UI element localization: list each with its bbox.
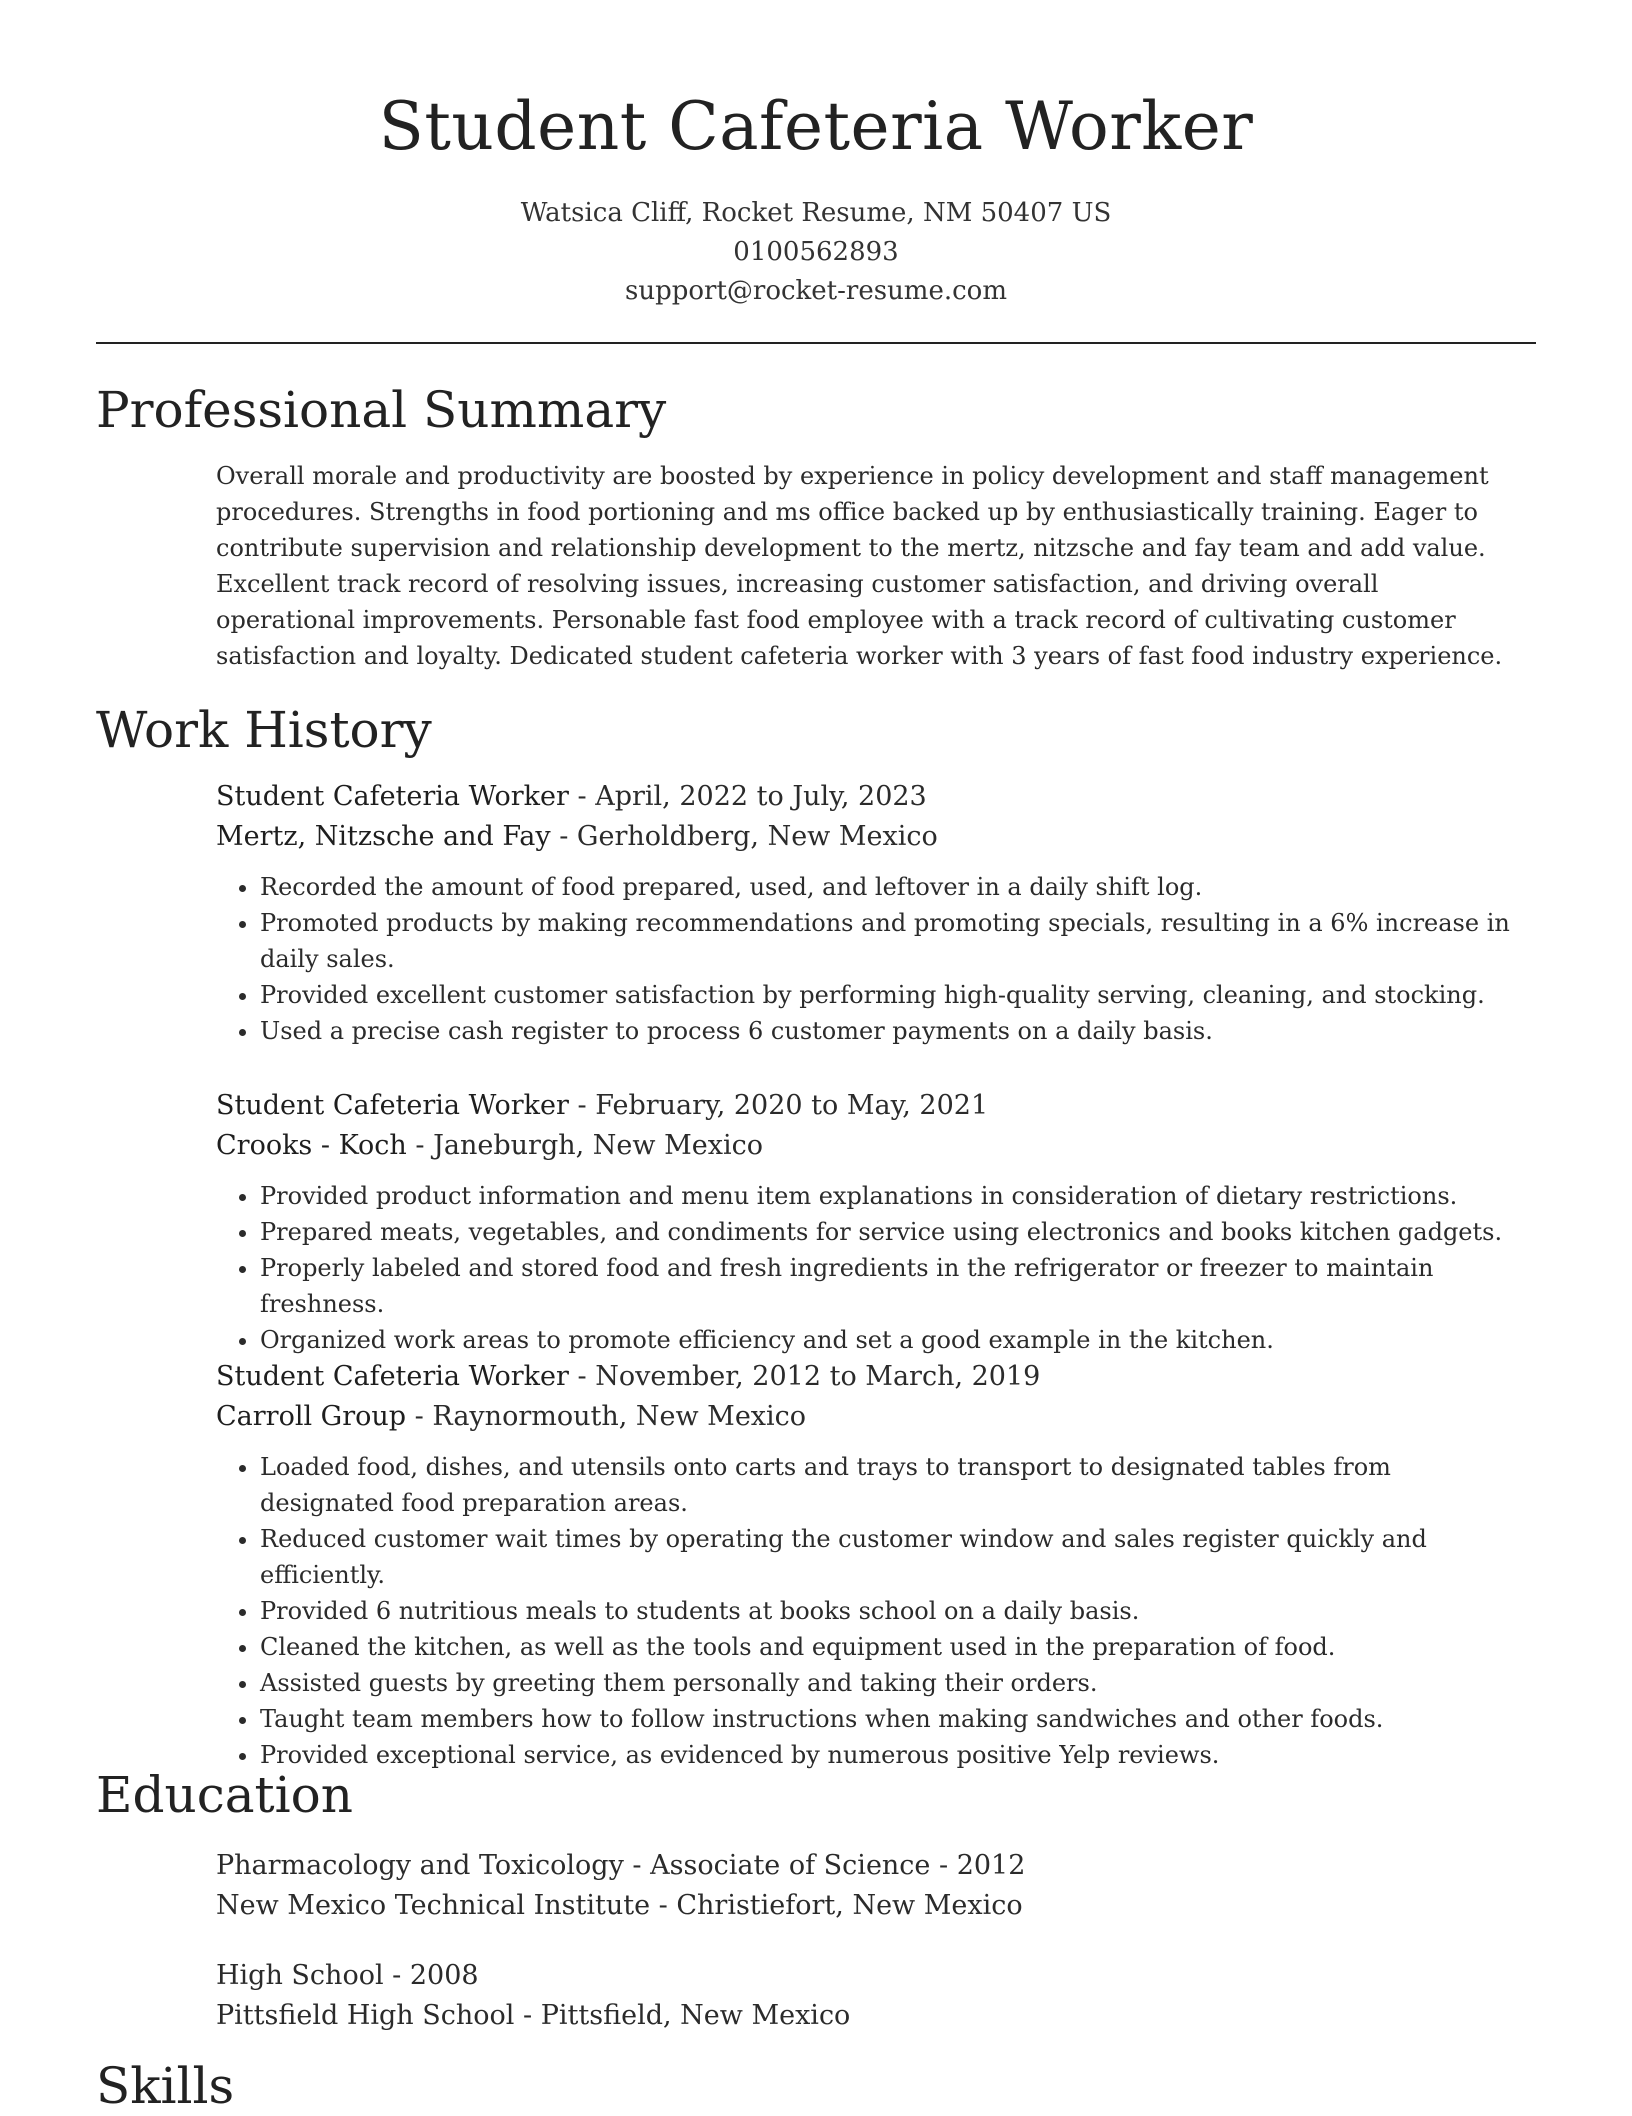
phone: 0100562893 bbox=[733, 237, 899, 267]
job-company: Crooks - Koch bbox=[216, 1130, 407, 1161]
job-location: - Gerholdberg, New Mexico bbox=[550, 821, 938, 852]
summary-heading: Professional Summary bbox=[96, 381, 667, 439]
school-name: New Mexico Technical Institute bbox=[216, 1890, 651, 1921]
header-divider bbox=[96, 342, 1536, 344]
skills-heading: Skills bbox=[96, 2057, 235, 2115]
education-heading: Education bbox=[96, 1766, 353, 1824]
job-bullets bbox=[216, 869, 1516, 1049]
job-role: Student Cafeteria Worker bbox=[216, 1361, 569, 1392]
job-company-line bbox=[216, 1126, 1516, 1166]
work-history-heading: Work History bbox=[96, 701, 432, 759]
job-role: Student Cafeteria Worker bbox=[216, 781, 569, 812]
summary-text: Overall morale and productivity are boosted by experience in policy development and staff management procedures. Strengths in food portioning and ms office backed up by enthusiastically training. Eager to contribute supervision and relationship development to the mertz, nitzsche and fay team and add value. Excellent track record of resolving issues, increasing customer satisfaction, and driving overall operational improvements. Personable fast food employee with a track record of cultivating customer satisfaction and loyalty. Dedicated student cafeteria worker with 3 years of fast food industry experience. bbox=[216, 462, 1503, 670]
job-company-line bbox=[216, 817, 1516, 857]
degree-field: High School bbox=[216, 1960, 384, 1991]
candidate-name: Student Cafeteria Worker bbox=[378, 88, 1254, 165]
degree-line bbox=[216, 1956, 1516, 1996]
list-item: • Taught team members how to follow instructions when making sandwiches and other foods. bbox=[260, 1701, 1516, 1737]
job-dates: - February, 2020 to May, 2021 bbox=[568, 1090, 989, 1121]
job-entry bbox=[96, 1357, 1536, 1773]
job-title-line bbox=[216, 1086, 1516, 1126]
job-company: Carroll Group bbox=[216, 1401, 407, 1432]
job-location: - Raynormouth, New Mexico bbox=[406, 1401, 807, 1432]
job-location: - Janeburgh, New Mexico bbox=[406, 1130, 763, 1161]
list-item: • Provided product information and menu item explanations in consideration of dietary restrictions. bbox=[260, 1178, 1516, 1214]
job-dates: - November, 2012 to March, 2019 bbox=[568, 1361, 1041, 1392]
list-item: • Properly labeled and stored food and fresh ingredients in the refrigerator or freezer to maintain freshness. bbox=[260, 1250, 1516, 1322]
job-bullets bbox=[216, 1449, 1516, 1773]
education-entry bbox=[96, 1846, 1536, 1926]
education-entry bbox=[96, 1956, 1536, 2036]
job-dates: - April, 2022 to July, 2023 bbox=[568, 781, 927, 812]
degree-field: Pharmacology and Toxicology - Associate of Science bbox=[216, 1850, 931, 1881]
skills-section bbox=[96, 2056, 1536, 2116]
education-section bbox=[96, 1765, 1536, 1825]
job-entry bbox=[96, 777, 1536, 1049]
list-item: • Provided 6 nutritious meals to students at books school on a daily basis. bbox=[260, 1593, 1516, 1629]
job-bullets bbox=[216, 1178, 1516, 1358]
address: Watsica Cliff, Rocket Resume, NM 50407 US bbox=[520, 198, 1112, 228]
school-line bbox=[216, 1996, 1516, 2036]
list-item: • Provided exceptional service, as evidenced by numerous positive Yelp reviews. bbox=[260, 1737, 1516, 1773]
school-line bbox=[216, 1886, 1516, 1926]
resume-header bbox=[0, 0, 1632, 311]
list-item: • Loaded food, dishes, and utensils onto carts and trays to transport to designated tables from designated food preparation areas. bbox=[260, 1449, 1516, 1521]
summary-section bbox=[96, 380, 1536, 674]
degree-year: - 2008 bbox=[383, 1960, 479, 1991]
list-item: • Reduced customer wait times by operating the customer window and sales register quickly and efficiently. bbox=[260, 1521, 1516, 1593]
school-name: Pittsfield High School bbox=[216, 2000, 515, 2031]
degree-line bbox=[216, 1846, 1516, 1886]
job-company: Mertz, Nitzsche and Fay bbox=[216, 821, 551, 852]
list-item: • Cleaned the kitchen, as well as the tools and equipment used in the preparation of food. bbox=[260, 1629, 1516, 1665]
job-company-line bbox=[216, 1397, 1516, 1437]
list-item: • Provided excellent customer satisfaction by performing high-quality serving, cleaning, and stocking. bbox=[260, 977, 1516, 1013]
list-item: • Organized work areas to promote efficiency and set a good example in the kitchen. bbox=[260, 1322, 1516, 1358]
list-item: • Promoted products by making recommendations and promoting specials, resulting in a 6% increase in daily sales. bbox=[260, 905, 1516, 977]
email: support@rocket-resume.com bbox=[624, 276, 1007, 306]
work-history-section bbox=[96, 700, 1536, 760]
job-title-line bbox=[216, 777, 1516, 817]
school-location: - Pittsfield, New Mexico bbox=[514, 2000, 851, 2031]
list-item: • Used a precise cash register to process 6 customer payments on a daily basis. bbox=[260, 1013, 1516, 1049]
contact-info bbox=[0, 194, 1632, 311]
school-location: - Christiefort, New Mexico bbox=[650, 1890, 1023, 1921]
list-item: • Assisted guests by greeting them personally and taking their orders. bbox=[260, 1665, 1516, 1701]
degree-year: - 2012 bbox=[930, 1850, 1026, 1881]
list-item: • Recorded the amount of food prepared, used, and leftover in a daily shift log. bbox=[260, 869, 1516, 905]
job-entry bbox=[96, 1086, 1536, 1358]
list-item: • Prepared meats, vegetables, and condiments for service using electronics and books kitchen gadgets. bbox=[260, 1214, 1516, 1250]
job-title-line bbox=[216, 1357, 1516, 1397]
job-role: Student Cafeteria Worker bbox=[216, 1090, 569, 1121]
